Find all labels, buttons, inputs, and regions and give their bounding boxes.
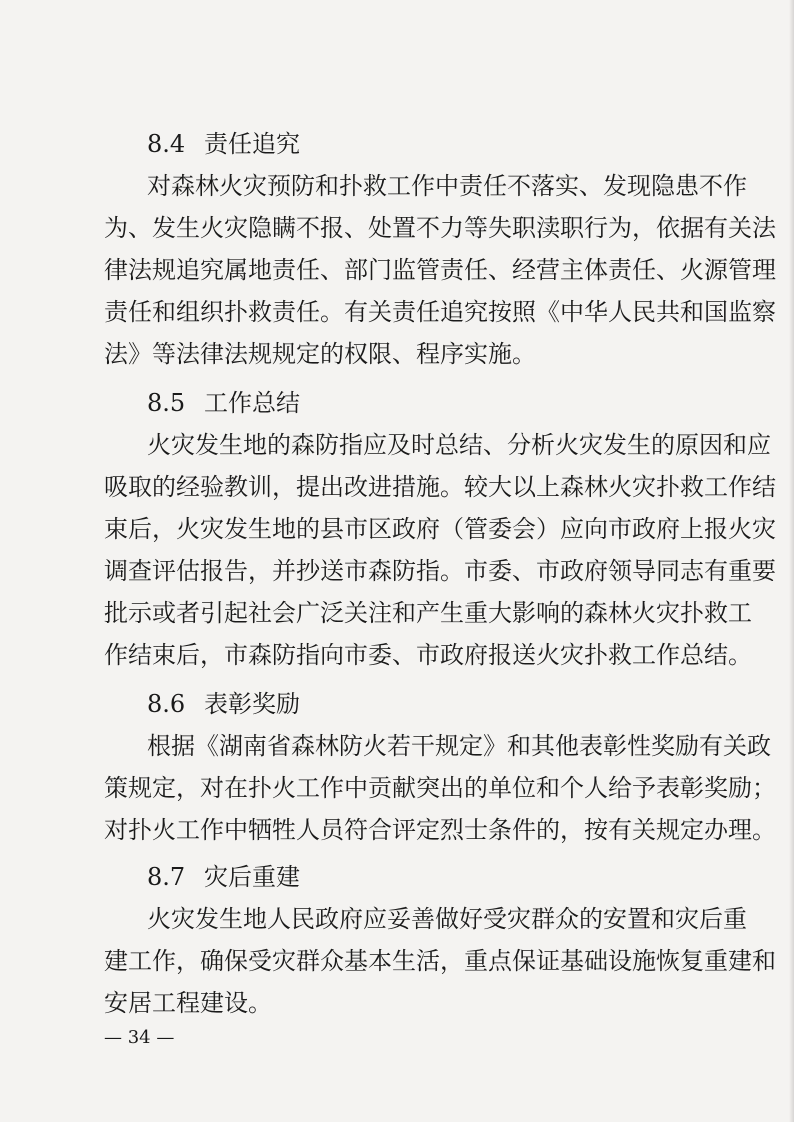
section-title: 工作总结	[204, 389, 300, 417]
paragraph-line: 安居工程建设。	[104, 989, 272, 1017]
paragraph-line: 律法规追究属地责任、部门监管责任、经营主体责任、火源管理	[104, 256, 776, 284]
paragraph-line: 根据《湖南省森林防火若干规定》和其他表彰性奖励有关政	[147, 732, 771, 760]
paragraph-line: 对扑火工作中牺牲人员符合评定烈士条件的，按有关规定办理。	[104, 816, 776, 844]
section-number: 8.7	[147, 863, 186, 891]
section-title: 责任追究	[204, 130, 300, 158]
section-title: 灾后重建	[204, 863, 300, 891]
paragraph-line: 作结束后，市森防指向市委、市政府报送火灾扑救工作总结。	[104, 641, 752, 669]
paragraph-line: 调查评估报告，并抄送市森防指。市委、市政府领导同志有重要	[104, 557, 776, 585]
section-number: 8.6	[147, 690, 186, 718]
paragraph-line: 策规定，对在扑火工作中贡献突出的单位和个人给予表彰奖励；	[104, 774, 776, 802]
section-heading-8-6	[147, 684, 737, 724]
page-edge-shadow	[789, 0, 794, 1122]
section-heading-8-4	[147, 124, 737, 164]
paragraph-line: 束后，火灾发生地的县市区政府（管委会）应向市政府上报火灾	[104, 515, 776, 543]
paragraph-line: 批示或者引起社会广泛关注和产生重大影响的森林火灾扑救工	[104, 599, 752, 627]
section-number: 8.4	[147, 130, 186, 158]
section-heading-8-5	[147, 383, 737, 423]
paragraph-line: 为、发生火灾隐瞒不报、处置不力等失职渎职行为，依据有关法	[104, 214, 776, 242]
paragraph-line: 火灾发生地人民政府应妥善做好受灾群众的安置和灾后重	[147, 905, 747, 933]
paragraph-line: 吸取的经验教训，提出改进措施。较大以上森林火灾扑救工作结	[104, 473, 776, 501]
paragraph-line: 对森林火灾预防和扑救工作中责任不落实、发现隐患不作	[147, 172, 747, 200]
paragraph-line: 法》等法律法规规定的权限、程序实施。	[104, 340, 536, 368]
section-title: 表彰奖励	[204, 690, 300, 718]
section-heading-8-7	[147, 857, 737, 897]
page-number: — 34 —	[104, 1027, 175, 1048]
paragraph-line: 责任和组织扑救责任。有关责任追究按照《中华人民共和国监察	[104, 298, 776, 326]
paragraph-line: 建工作，确保受灾群众基本生活，重点保证基础设施恢复重建和	[104, 947, 776, 975]
paragraph-line: 火灾发生地的森防指应及时总结、分析火灾发生的原因和应	[147, 431, 771, 459]
section-number: 8.5	[147, 389, 186, 417]
